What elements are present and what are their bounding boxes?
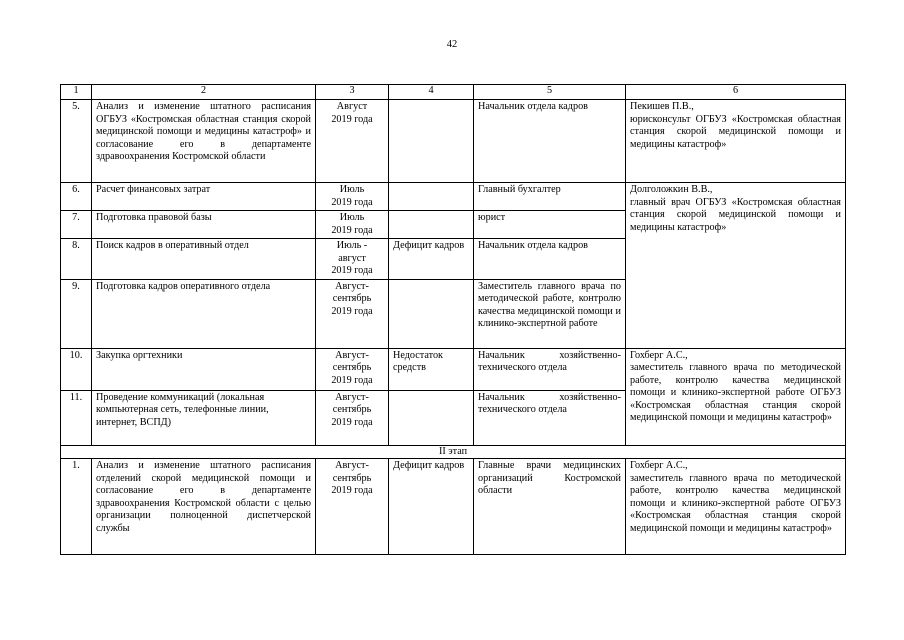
period-cell: Август 2019 года — [316, 100, 389, 183]
risk-cell — [389, 279, 474, 348]
risk-cell — [389, 390, 474, 445]
plan-table — [60, 84, 846, 555]
header-row — [61, 85, 846, 100]
column-header: 3 — [316, 85, 389, 100]
period-cell: Август- сентябрь 2019 года — [316, 348, 389, 390]
column-header: 1 — [61, 85, 92, 100]
column-header: 6 — [626, 85, 846, 100]
executor-cell: Главные врачи медицинских организаций Костромской области — [474, 459, 626, 555]
executor-cell: Заместитель главного врача по методической работе, контролю качества медицинской помощи и клинико-экспертной работе — [474, 279, 626, 348]
responsible-cell: Долголожкин В.В., главный врач ОГБУЗ «Костромская областная станция скорой медицинской помощи и медицины катастроф» — [626, 183, 846, 349]
executor-cell: Начальник хозяйственно-технического отдела — [474, 390, 626, 445]
risk-cell: Дефицит кадров — [389, 459, 474, 555]
period-cell: Июль - август 2019 года — [316, 239, 389, 280]
task-cell: Закупка оргтехники — [92, 348, 316, 390]
task-cell: Анализ и изменение штатного расписания отделений скорой медицинской помощи и согласование его в департаменте здравоохранения Костромской области с целью организации полноценной диспетчерской службы — [92, 459, 316, 555]
responsible-cell: Гохберг А.С., заместитель главного врача по методической работе, контролю качества медицинской помощи и клинико-экспертной работе ОГБУЗ «Костромская областная станция скорой медицинской помощи и медицины катастроф» — [626, 459, 846, 555]
period-cell: Июль 2019 года — [316, 211, 389, 239]
period-cell: Август- сентябрь 2019 года — [316, 459, 389, 555]
executor-cell: Главный бухгалтер — [474, 183, 626, 211]
period-cell: Август- сентябрь 2019 года — [316, 279, 389, 348]
task-cell: Поиск кадров в оперативный отдел — [92, 239, 316, 280]
risk-cell: Дефицит кадров — [389, 239, 474, 280]
table-row — [61, 459, 846, 555]
executor-cell: Начальник отдела кадров — [474, 239, 626, 280]
task-cell: Подготовка правовой базы — [92, 211, 316, 239]
risk-cell — [389, 183, 474, 211]
column-header: 2 — [92, 85, 316, 100]
table-row — [61, 100, 846, 183]
task-cell: Подготовка кадров оперативного отдела — [92, 279, 316, 348]
task-cell: Проведение коммуникаций (локальная компьютерная сеть, телефонные линии, интернет, ВСПД) — [92, 390, 316, 445]
executor-cell: Начальник отдела кадров — [474, 100, 626, 183]
risk-cell — [389, 211, 474, 239]
risk-cell — [389, 100, 474, 183]
row-number: 9. — [61, 279, 92, 348]
executor-cell: юрист — [474, 211, 626, 239]
task-cell: Анализ и изменение штатного расписания ОГБУЗ «Костромская областная станция скорой медицинской помощи и медицины катастроф» и согласование его в департаменте здравоохранения Костромской области — [92, 100, 316, 183]
table-row — [61, 348, 846, 390]
page-number: 42 — [446, 39, 458, 50]
column-header: 4 — [389, 85, 474, 100]
row-number: 11. — [61, 390, 92, 445]
risk-cell: Недостаток средств — [389, 348, 474, 390]
table-row — [61, 183, 846, 211]
row-number: 8. — [61, 239, 92, 280]
responsible-cell: Пекишев П.В., юрисконсульт ОГБУЗ «Костромская областная станция скорой медицинской помощи и медицины катастроф» — [626, 100, 846, 183]
column-header: 5 — [474, 85, 626, 100]
row-number: 10. — [61, 348, 92, 390]
stage-row — [61, 445, 846, 459]
row-number: 5. — [61, 100, 92, 183]
row-number: 7. — [61, 211, 92, 239]
period-cell: Июль 2019 года — [316, 183, 389, 211]
row-number: 6. — [61, 183, 92, 211]
row-number: 1. — [61, 459, 92, 555]
responsible-cell: Гохберг А.С., заместитель главного врача по методической работе, контролю качества медицинской помощи и клинико-экспертной работе ОГБУЗ «Костромская областная станция скорой медицинской помощи и медицины катастроф» — [626, 348, 846, 445]
executor-cell: Начальник хозяйственно-технического отдела — [474, 348, 626, 390]
stage-label: II этап — [61, 445, 846, 459]
period-cell: Август- сентябрь 2019 года — [316, 390, 389, 445]
task-cell: Расчет финансовых затрат — [92, 183, 316, 211]
